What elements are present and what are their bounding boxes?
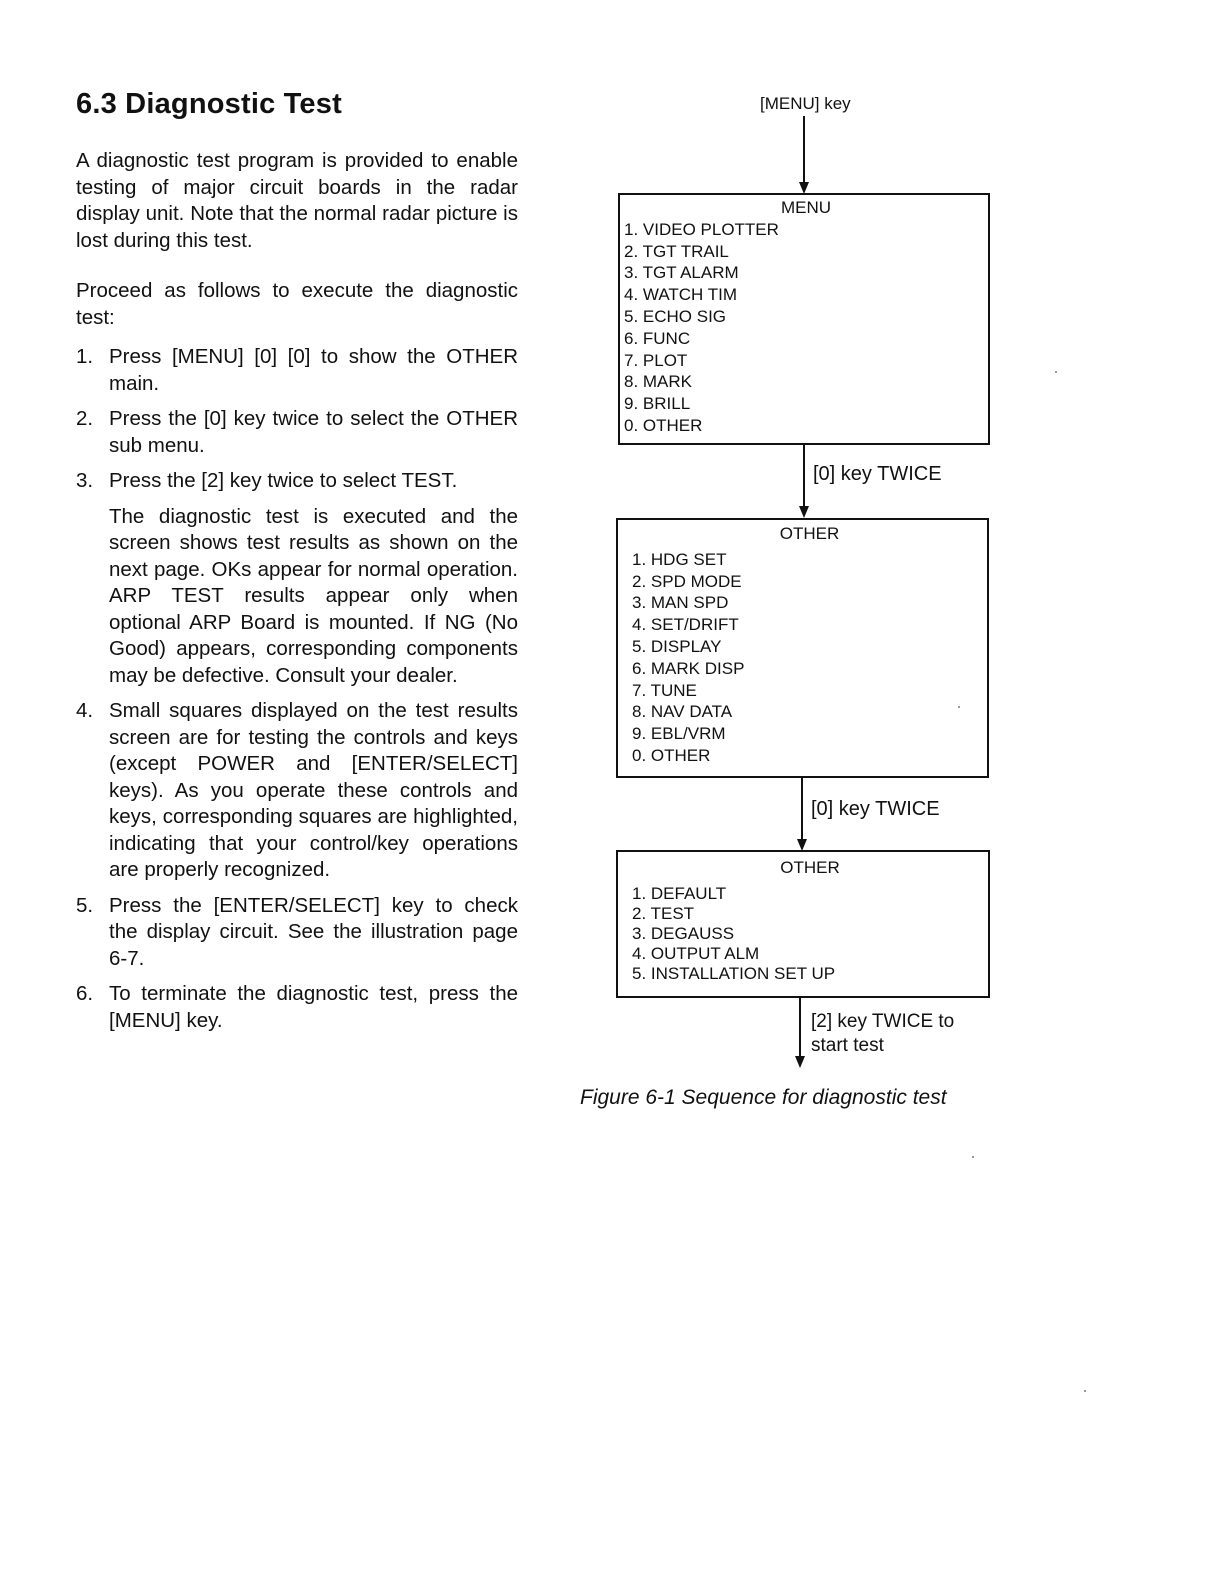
menu-item: 7. PLOT <box>624 350 688 370</box>
step-text: Press the [2] key twice to select TEST. <box>109 469 458 492</box>
arrow-to-start-test <box>799 998 801 1056</box>
scan-speck <box>1055 371 1057 373</box>
step-text: Press the [0] key twice to select the OTHER sub menu. <box>109 407 518 457</box>
menu-item: 5. INSTALLATION SET UP <box>632 964 836 983</box>
menu-item: 2. TGT TRAIL <box>624 241 729 261</box>
menu-item: 3. TGT ALARM <box>624 263 739 283</box>
step-text: Press the [ENTER/SELECT] key to check the display circuit. See the illustration page 6-7. <box>109 893 518 970</box>
menu-item: 1. HDG SET <box>632 549 727 569</box>
arrow-to-other2 <box>801 778 803 840</box>
menu-box <box>618 193 990 445</box>
scan-speck <box>1084 1390 1086 1392</box>
menu-item: 0. OTHER <box>624 415 703 435</box>
step-number: 3. <box>76 469 94 492</box>
scan-speck <box>972 1156 974 1158</box>
menu-item: 9. EBL/VRM <box>632 724 726 744</box>
step-item <box>76 344 518 397</box>
menu-item: 5. ECHO SIG <box>624 306 727 326</box>
step-item <box>76 981 518 1034</box>
intro-paragraph: A diagnostic test program is provided to enable testing of major circuit boards in the radar display unit. Note that the normal radar picture is lost during this test. <box>76 149 518 252</box>
proceed-paragraph: Proceed as follows to execute the diagnostic test: <box>76 279 518 329</box>
other-2-item-list <box>632 884 988 984</box>
step1-key-label: [0] key TWICE <box>813 463 942 485</box>
figure-caption: Figure 6-1 Sequence for diagnostic test <box>580 1086 947 1109</box>
step3-key-label <box>811 1010 954 1058</box>
step-item <box>76 406 518 459</box>
menu-item: 8. MARK <box>624 372 693 392</box>
step-extra-paragraph: The diagnostic test is executed and the screen shows test results as shown on the next page. OKs appear for normal operation. ARP TEST results appear only when optional ARP Board is mounted. If NG (No Good) appears, corresponding components may be defective. Consult your dealer. <box>109 504 518 687</box>
menu-item: 2. TEST <box>632 904 695 923</box>
menu-item: 9. BRILL <box>624 394 691 414</box>
step2-key-label: [0] key TWICE <box>811 798 940 820</box>
step-item <box>76 893 518 973</box>
menu-item: 0. OTHER <box>632 745 711 765</box>
menu-item: 8. NAV DATA <box>632 702 733 722</box>
step-number: 4. <box>76 699 94 722</box>
arrow-to-other1 <box>803 445 805 507</box>
menu-item: 7. TUNE <box>632 680 697 700</box>
arrow-head-icon <box>799 506 809 518</box>
section-heading: 6.3 Diagnostic Test <box>76 88 342 120</box>
step-item <box>76 468 518 689</box>
arrow-to-menu <box>803 116 805 182</box>
menu-item: 5. DISPLAY <box>632 636 722 656</box>
step-number: 1. <box>76 345 94 368</box>
step-number: 5. <box>76 893 94 917</box>
step-text: To terminate the diagnostic test, press the [MENU] key. <box>109 982 518 1032</box>
menu-item: 4. OUTPUT ALM <box>632 944 760 963</box>
menu-item: 6. FUNC <box>624 328 691 348</box>
step-item <box>76 698 518 884</box>
proceed-block <box>76 278 518 331</box>
arrow-head-icon <box>795 1056 805 1068</box>
other-box-2 <box>616 850 990 998</box>
menu-item: 6. MARK DISP <box>632 658 745 678</box>
menu-key-label: [MENU] key <box>760 94 851 113</box>
menu-item: 3. MAN SPD <box>632 593 729 613</box>
other-box-1 <box>616 518 989 778</box>
menu-item: 4. WATCH TIM <box>624 285 738 305</box>
step-text: Small squares displayed on the test results screen are for testing the controls and keys (except POWER and [ENTER/SELECT] keys). As you operate these controls and keys, corresponding squares are highlighted, indicating that your control/key operations are properly recognized. <box>109 699 518 881</box>
step-number: 6. <box>76 982 94 1005</box>
menu-item: 4. SET/DRIFT <box>632 615 739 635</box>
step3-label-line2: start test <box>811 1035 884 1056</box>
menu-item: 1. VIDEO PLOTTER <box>624 219 779 239</box>
menu-item: 3. DEGAUSS <box>632 924 735 943</box>
menu-box-title: MENU <box>780 198 832 217</box>
menu-item: 1. DEFAULT <box>632 884 727 903</box>
scan-speck <box>958 706 960 708</box>
step-number: 2. <box>76 407 94 430</box>
steps-list <box>76 344 518 1034</box>
other-box-1-title: OTHER <box>779 524 840 543</box>
menu-item-list <box>624 219 988 437</box>
intro-block <box>76 148 518 254</box>
step3-label-line1: [2] key TWICE to <box>811 1011 955 1032</box>
other-box-2-title: OTHER <box>780 858 840 877</box>
menu-item: 2. SPD MODE <box>632 571 742 591</box>
step-text: Press [MENU] [0] [0] to show the OTHER main. <box>109 345 518 395</box>
other-1-item-list <box>632 549 987 767</box>
